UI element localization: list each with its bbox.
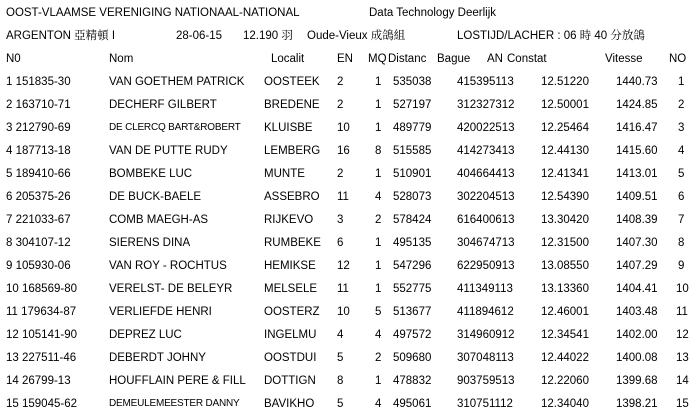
arrival-time: 12.34541 <box>541 329 589 341</box>
row-number-and-id: 15 159045-62 <box>6 398 77 410</box>
speed: 1424.85 <box>616 99 658 111</box>
locality: LEMBERG <box>264 145 321 157</box>
locality: ASSEBRO <box>264 191 320 203</box>
fancier-name: BOMBEKE LUC <box>109 168 193 180</box>
table-row <box>0 141 700 161</box>
table-row <box>0 72 700 92</box>
locality: DOTTIGN <box>264 375 316 387</box>
table-row <box>0 394 700 414</box>
row-number-and-id: 1 151835-30 <box>6 76 71 88</box>
fancier-name: DEPREZ LUC <box>109 329 182 341</box>
ring-number: 302204513 <box>457 191 515 203</box>
ring-number: 411349113 <box>457 283 513 295</box>
marked-count: 8 <box>375 145 382 157</box>
locality: BREDENE <box>264 99 320 111</box>
table-row <box>0 279 700 299</box>
table-row <box>0 233 700 253</box>
marked-count: 2 <box>375 214 382 226</box>
entries-count: 6 <box>337 237 344 249</box>
arrival-time: 13.30420 <box>541 214 589 226</box>
distance: 515585 <box>393 145 432 157</box>
fancier-name: DEMEULEMEESTER DANNY <box>109 398 240 409</box>
entries-count: 16 <box>337 145 350 157</box>
speed: 1398.21 <box>616 398 658 410</box>
fancier-name: DECHERF GILBERT <box>109 99 217 111</box>
row-number-and-id: 12 105141-90 <box>6 329 77 341</box>
speed: 1409.51 <box>616 191 658 203</box>
row-number-and-id: 7 221033-67 <box>6 214 71 226</box>
locality: RIJKEVO <box>264 214 314 226</box>
distance: 527197 <box>393 99 432 111</box>
marked-count: 1 <box>375 122 382 134</box>
marked-count: 1 <box>375 168 382 180</box>
marked-count: 2 <box>375 352 382 364</box>
rank: 13 <box>676 352 689 364</box>
arrival-time: 12.31500 <box>541 237 589 249</box>
arrival-time: 12.44130 <box>541 145 589 157</box>
distance: 509680 <box>393 352 432 364</box>
fancier-name: SIERENS DINA <box>109 237 191 249</box>
fancier-name: VAN ROY - ROCHTUS <box>109 260 227 272</box>
marked-count: 1 <box>375 237 382 249</box>
arrival-time: 12.46001 <box>541 306 589 318</box>
locality: INGELMU <box>264 329 317 341</box>
ring-number: 411894612 <box>457 306 514 318</box>
entries-count: 10 <box>337 122 350 134</box>
fancier-name: COMB MAEGH-AS <box>109 214 209 226</box>
column-header-en: EN <box>337 53 353 65</box>
speed: 1440.73 <box>616 76 658 88</box>
fancier-name: HOUFFLAIN PERE & FILL <box>109 375 246 387</box>
rank: 1 <box>678 76 685 88</box>
rank: 9 <box>678 260 685 272</box>
row-number-and-id: 3 212790-69 <box>6 122 71 134</box>
rank: 15 <box>676 398 689 410</box>
table-row <box>0 256 700 276</box>
distance: 478832 <box>393 375 432 387</box>
fancier-name: VERELST- DE BELEYR <box>109 283 233 295</box>
ring-number: 622950913 <box>457 260 515 272</box>
fancier-name: DE CLERCQ BART&ROBERT <box>109 122 241 133</box>
locality: HEMIKSE <box>264 260 316 272</box>
column-header-an: AN <box>487 53 503 65</box>
entries-count: 4 <box>337 329 344 341</box>
ring-number: 314960912 <box>457 329 515 341</box>
data-provider: Data Technology Deerlijk <box>369 7 496 19</box>
entries-count: 2 <box>337 76 344 88</box>
row-number-and-id: 8 304107-12 <box>6 237 71 249</box>
marked-count: 1 <box>375 375 382 387</box>
speed: 1399.68 <box>616 375 658 387</box>
locality: RUMBEKE <box>264 237 321 249</box>
entries-count: 10 <box>337 306 350 318</box>
entries-count: 2 <box>337 99 344 111</box>
speed: 1404.41 <box>616 283 658 295</box>
distance: 489779 <box>393 122 432 134</box>
marked-count: 1 <box>375 99 382 111</box>
race-date: 28-06-15 <box>176 30 223 42</box>
rank: 7 <box>678 214 685 226</box>
marked-count: 4 <box>375 398 382 410</box>
locality: OOSTEEK <box>264 76 320 88</box>
marked-count: 5 <box>375 306 382 318</box>
ring-number: 414273413 <box>457 145 515 157</box>
column-header-no: NO <box>669 53 687 65</box>
locality: OOSTERZ <box>264 306 320 318</box>
arrival-time: 12.50001 <box>541 99 589 111</box>
rank: 10 <box>676 283 689 295</box>
table-row <box>0 210 700 230</box>
column-header-nom: Nom <box>109 53 134 65</box>
entries-count: 5 <box>337 352 344 364</box>
distance: 535038 <box>393 76 432 88</box>
rank: 14 <box>676 375 689 387</box>
distance: 495061 <box>393 398 432 410</box>
race-category: Oude-Vieux 成鴿組 <box>307 30 406 42</box>
pigeon-count: 12.190 羽 <box>243 30 293 42</box>
ring-number: 903759513 <box>457 375 515 387</box>
fancier-name: DEBERDT JOHNY <box>109 352 206 364</box>
arrival-time: 12.44022 <box>541 352 589 364</box>
column-header-bague: Bague <box>437 53 471 65</box>
distance: 495135 <box>393 237 432 249</box>
marked-count: 1 <box>375 283 382 295</box>
ring-number: 312327312 <box>457 99 515 111</box>
entries-count: 3 <box>337 214 344 226</box>
locality: MUNTE <box>264 168 305 180</box>
speed: 1403.48 <box>616 306 658 318</box>
marked-count: 4 <box>375 329 382 341</box>
table-row <box>0 187 700 207</box>
speed: 1407.29 <box>616 260 658 272</box>
arrival-time: 12.54390 <box>541 191 589 203</box>
column-header-localit: Localit <box>271 53 305 65</box>
entries-count: 8 <box>337 375 344 387</box>
speed: 1402.00 <box>616 329 658 341</box>
rank: 11 <box>676 306 688 318</box>
row-number-and-id: 5 189410-66 <box>6 168 71 180</box>
fancier-name: DE BUCK-BAELE <box>109 191 202 203</box>
table-row <box>0 348 700 368</box>
locality: BAVIKHO <box>264 398 315 410</box>
row-number-and-id: 11 179634-87 <box>6 306 77 318</box>
rank: 6 <box>678 191 685 203</box>
rank: 3 <box>678 122 685 134</box>
ring-number: 307048113 <box>457 352 514 364</box>
ring-number: 415395113 <box>457 76 514 88</box>
ring-number: 616400613 <box>457 214 515 226</box>
speed: 1407.30 <box>616 237 658 249</box>
rank: 12 <box>676 329 689 341</box>
release-time: LOSTIJD/LACHER : 06 時 40 分放鴿 <box>457 30 645 42</box>
marked-count: 1 <box>375 76 382 88</box>
table-row <box>0 118 700 138</box>
ring-number: 304674713 <box>457 237 515 249</box>
row-number-and-id: 6 205375-26 <box>6 191 71 203</box>
arrival-time: 12.51220 <box>541 76 589 88</box>
entries-count: 11 <box>337 191 349 203</box>
table-row <box>0 164 700 184</box>
marked-count: 4 <box>375 191 382 203</box>
distance: 552775 <box>393 283 432 295</box>
distance: 510901 <box>393 168 432 180</box>
entries-count: 2 <box>337 168 344 180</box>
rank: 5 <box>678 168 685 180</box>
rank: 4 <box>678 145 685 157</box>
speed: 1413.01 <box>616 168 658 180</box>
table-row <box>0 325 700 345</box>
column-header-row <box>0 52 700 72</box>
speed: 1400.08 <box>616 352 658 364</box>
locality: MELSELE <box>264 283 318 295</box>
column-header-n0: N0 <box>6 53 21 65</box>
entries-count: 12 <box>337 260 350 272</box>
fancier-name: VERLIEFDE HENRI <box>109 306 212 318</box>
entries-count: 5 <box>337 398 344 410</box>
rank: 2 <box>678 99 685 111</box>
ring-number: 404664413 <box>457 168 515 180</box>
ring-number: 310751112 <box>457 398 513 410</box>
speed: 1415.60 <box>616 145 658 157</box>
locality: OOSTDUI <box>264 352 317 364</box>
arrival-time: 12.34040 <box>541 398 589 410</box>
arrival-time: 13.13360 <box>541 283 589 295</box>
column-header-mq: MQ <box>368 53 387 65</box>
rank: 8 <box>678 237 685 249</box>
table-row <box>0 371 700 391</box>
table-row <box>0 95 700 115</box>
table-row <box>0 302 700 322</box>
fancier-name: VAN GOETHEM PATRICK <box>109 76 245 88</box>
row-number-and-id: 4 187713-18 <box>6 145 71 157</box>
distance: 513677 <box>393 306 432 318</box>
row-number-and-id: 14 26799-13 <box>6 375 71 387</box>
column-header-distanc: Distanc <box>388 53 427 65</box>
speed: 1408.39 <box>616 214 658 226</box>
row-number-and-id: 10 168569-80 <box>6 283 77 295</box>
distance: 547296 <box>393 260 432 272</box>
row-number-and-id: 2 163710-71 <box>6 99 71 111</box>
speed: 1416.47 <box>616 122 658 134</box>
column-header-vitesse: Vitesse <box>605 53 643 65</box>
distance: 528073 <box>393 191 432 203</box>
distance: 497572 <box>393 329 432 341</box>
arrival-time: 13.08550 <box>541 260 589 272</box>
marked-count: 1 <box>375 260 382 272</box>
fancier-name: VAN DE PUTTE RUDY <box>109 145 228 157</box>
arrival-time: 12.25464 <box>541 122 589 134</box>
row-number-and-id: 9 105930-06 <box>6 260 71 272</box>
distance: 578424 <box>393 214 432 226</box>
arrival-time: 12.22060 <box>541 375 589 387</box>
row-number-and-id: 13 227511-46 <box>6 352 77 364</box>
organization-name: OOST-VLAAMSE VERENIGING NATIONAAL-NATIONAL <box>6 7 300 19</box>
entries-count: 11 <box>337 283 349 295</box>
ring-number: 420022513 <box>457 122 515 134</box>
column-header-constat: Constat <box>507 53 547 65</box>
release-place: ARGENTON 亞精頓 I <box>6 30 116 42</box>
arrival-time: 12.41341 <box>541 168 589 180</box>
locality: KLUISBE <box>264 122 313 134</box>
